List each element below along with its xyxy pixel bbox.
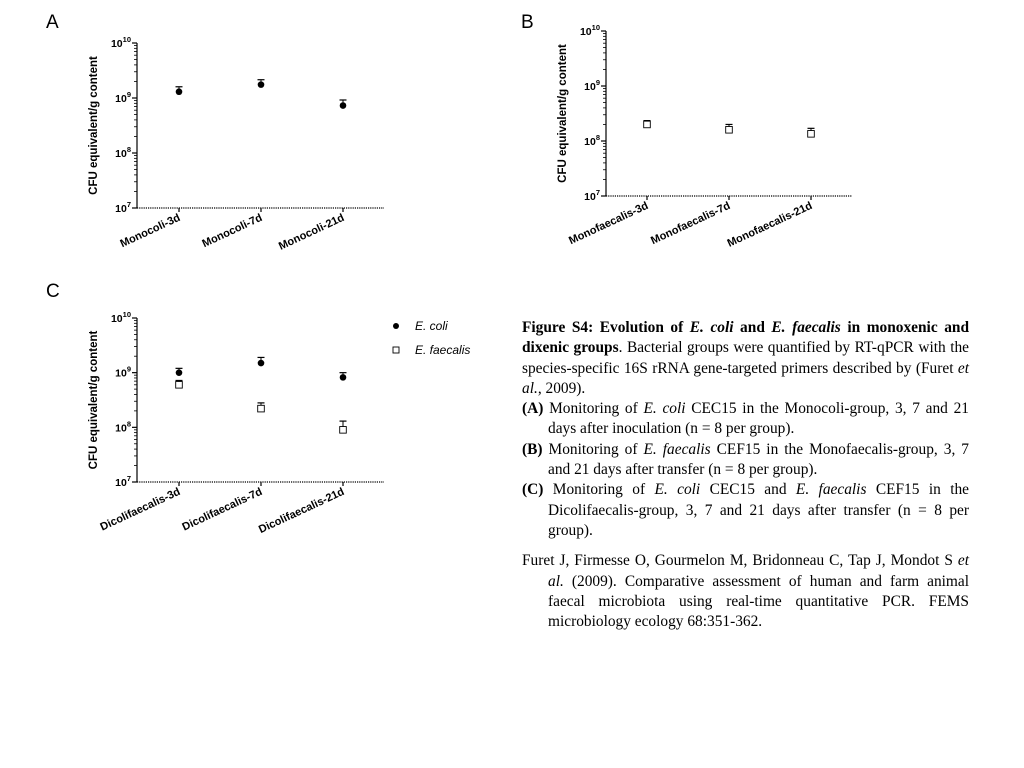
caption-title: Figure S4: Evolution of E. coli and E. faecalis in monoxenic and dixenic groups. Bacterial groups were quantified by RT-qPCR with the species-specific 16S rRNA gene-targeted primers described by (Furet et al., 2009). <box>522 319 970 397</box>
caption-item-c: (C) Monitoring of E. coli CEC15 and E. faecalis CEF15 in the Dicolifaecalis-group, 3, 7 and 21 days after transfer (n = 8 per group). <box>522 481 969 539</box>
data-point <box>176 381 183 388</box>
y-tick-label: $10^{10}$ <box>579 23 600 38</box>
chart-panel-2 <box>557 23 852 250</box>
y-tick-label: $10^9$ <box>115 364 131 380</box>
y-axis-label: CFU equivalent/g content <box>557 44 569 183</box>
data-point <box>176 88 183 95</box>
y-tick-label: $10^8$ <box>584 133 600 148</box>
x-tick-label: Monofaecalis-3d <box>567 199 651 248</box>
data-point <box>340 427 347 434</box>
y-tick-label: $10^{10}$ <box>110 35 131 50</box>
x-tick-label: Dicolifaecalis-7d <box>180 485 265 534</box>
data-point <box>258 405 265 412</box>
legend-marker <box>393 323 399 329</box>
x-tick-label: Monofaecalis-7d <box>649 199 733 248</box>
x-tick-label: Monofaecalis-21d <box>725 199 815 250</box>
y-tick-label: $10^8$ <box>115 145 131 160</box>
x-tick-label: Monocoli-21d <box>276 211 347 253</box>
data-point <box>644 121 651 128</box>
legend-label: E. faecalis <box>415 343 471 357</box>
data-point <box>808 131 815 138</box>
data-point <box>258 81 265 88</box>
y-tick-label: $10^7$ <box>115 200 131 215</box>
y-tick-label: $10^8$ <box>115 419 131 435</box>
data-point <box>726 126 733 133</box>
y-tick-label: $10^{10}$ <box>110 310 131 325</box>
x-tick-label: Dicolifaecalis-21d <box>256 485 347 536</box>
y-tick-label: $10^7$ <box>584 188 600 203</box>
chart-panel-1 <box>88 35 384 253</box>
chart-panel-3 <box>88 310 470 536</box>
y-axis-label: CFU equivalent/g content <box>88 56 100 195</box>
panel-label-a: A <box>46 12 59 33</box>
legend-marker <box>393 347 399 353</box>
panel-label-b: B <box>521 12 534 33</box>
caption-item-a: (A) Monitoring of E. coli CEC15 in the Monocoli-group, 3, 7 and 21 days after inoculation (n = 8 per group). <box>522 400 969 438</box>
data-point <box>258 360 265 367</box>
y-tick-label: $10^9$ <box>584 78 600 93</box>
legend-label: E. coli <box>415 319 448 333</box>
panel-label-c: C <box>46 281 60 302</box>
x-tick-label: Monocoli-7d <box>200 211 265 251</box>
data-point <box>176 369 183 376</box>
caption-item-b: (B) Monitoring of E. faecalis CEF15 in the Monofaecalis-group, 3, 7 and 21 days after transfer (n = 8 per group). <box>522 440 970 479</box>
y-tick-label: $10^7$ <box>115 474 131 489</box>
figure-caption <box>522 318 969 632</box>
x-tick-label: Monocoli-3d <box>118 211 183 251</box>
data-point <box>340 374 347 381</box>
caption-reference: Furet J, Firmesse O, Gourmelon M, Bridonneau C, Tap J, Mondot S et al. (2009). Comparative assessment of human and farm animal faecal microbiota using real-time quantitative PCR. FEMS microbiology ecology 68:351-362. <box>522 552 969 631</box>
y-axis-label: CFU equivalent/g content <box>88 330 100 470</box>
data-point <box>340 102 347 109</box>
y-tick-label: $10^9$ <box>115 90 131 105</box>
x-tick-label: Dicolifaecalis-3d <box>98 485 183 534</box>
